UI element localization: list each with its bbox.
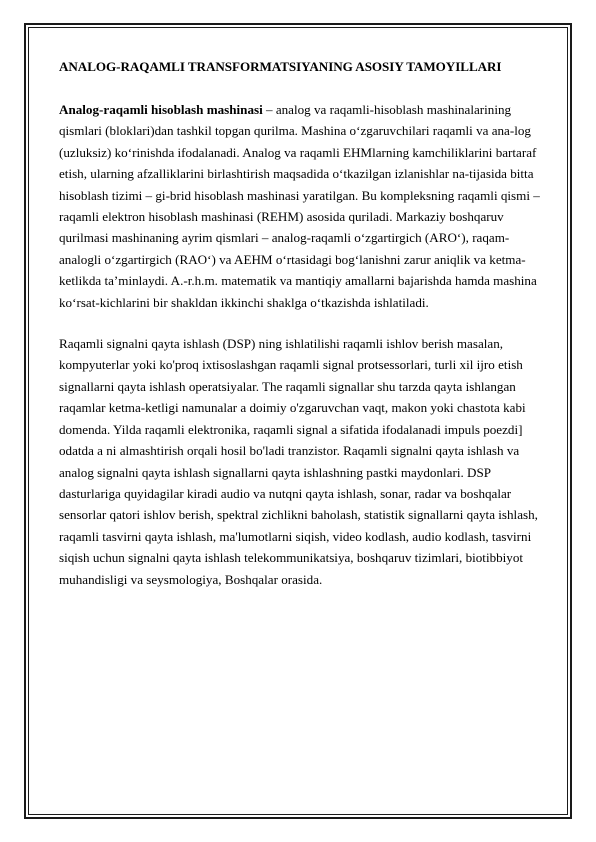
defined-term: Analog-raqamli hisoblash mashinasi xyxy=(59,102,263,117)
document-body xyxy=(59,58,545,590)
paragraph-1-text: – analog va raqamli-hisoblash mashinalarining qismlari (bloklari)dan tashkil topgan qurilma. Mashina o‘zgaruvchilari raqamli va ana-log (uzluksiz) ko‘rinishda ifodalanadi. Analog va raqamli EHMlarning kamchiliklarini bartaraf etish, ularning afzalliklarini birlashtirish maqsadida o‘tkazilgan izlanishlar na-tijasida bitta hisoblash tizimi – gi-brid hisoblash mashinasi yaratilgan. Bu kompleksning raqamli qismi – raqamli elektron hisoblash mashinasi (REHM) asosida quriladi. Markaziy boshqaruv qurilmasi mashinaning ayrim qismlari – analog-raqamli o‘zgartirgich (ARO‘), raqam-analogli o‘zgartirgich (RAO‘) va AEHM o‘rtasidagi bog‘lanishni zarur aniqlik va ketma-ketlikda ta’minlaydi. A.-r.h.m. matematik va mantiqiy amallarni bajarishda hamda mashina ko‘rsat-kichlarini bir shakldan ikkinchi shaklga o‘tkazishda ishlatiladi. xyxy=(59,102,540,310)
paragraph-dsp: Raqamli signalni qayta ishlash (DSP) ning ishlatilishi raqamli ishlov berish masalan, kompyuterlar yoki ko'proq ixtisoslashgan raqamli signal protsessorlari, turli xil ijro etish signallarni qayta ishlash operatsiyalar. The raqamli signallar shu tarzda qayta ishlangan raqamlar ketma-ketligi namunalar a doimiy o'zgaruvchan vaqt, makon yoki chastota kabi domenda. Yilda raqamli elektronika, raqamli signal a sifatida ifodalanadi impuls poezdi] odatda a ni almashtirish orqali hosil bo'ladi tranzistor. Raqamli signalni qayta ishlash va analog signalni qayta ishlash signallarni qayta ishlashning pastki maydonlari. DSP dasturlariga quyidagilar kiradi audio va nutqni qayta ishlash, sonar, radar va boshqalar sensorlar qatori ishlov berish, spektral zichlikni baholash, statistik signallarni qayta ishlash, raqamli tasvirni qayta ishlash, ma'lumotlarni siqish, video kodlash, audio kodlash, tasvirni siqish uchun signalni qayta ishlash telekommunikatsiya, boshqaruv tizimlari, biotibbiyot muhandisligi va seysmologiya, Boshqalar orasida. xyxy=(59,336,538,587)
document-title: ANALOG-RAQAMLI TRANSFORMATSIYANING ASOSIY TAMOYILLARI xyxy=(59,59,502,74)
paragraph-analog-digital-computer xyxy=(59,99,545,313)
